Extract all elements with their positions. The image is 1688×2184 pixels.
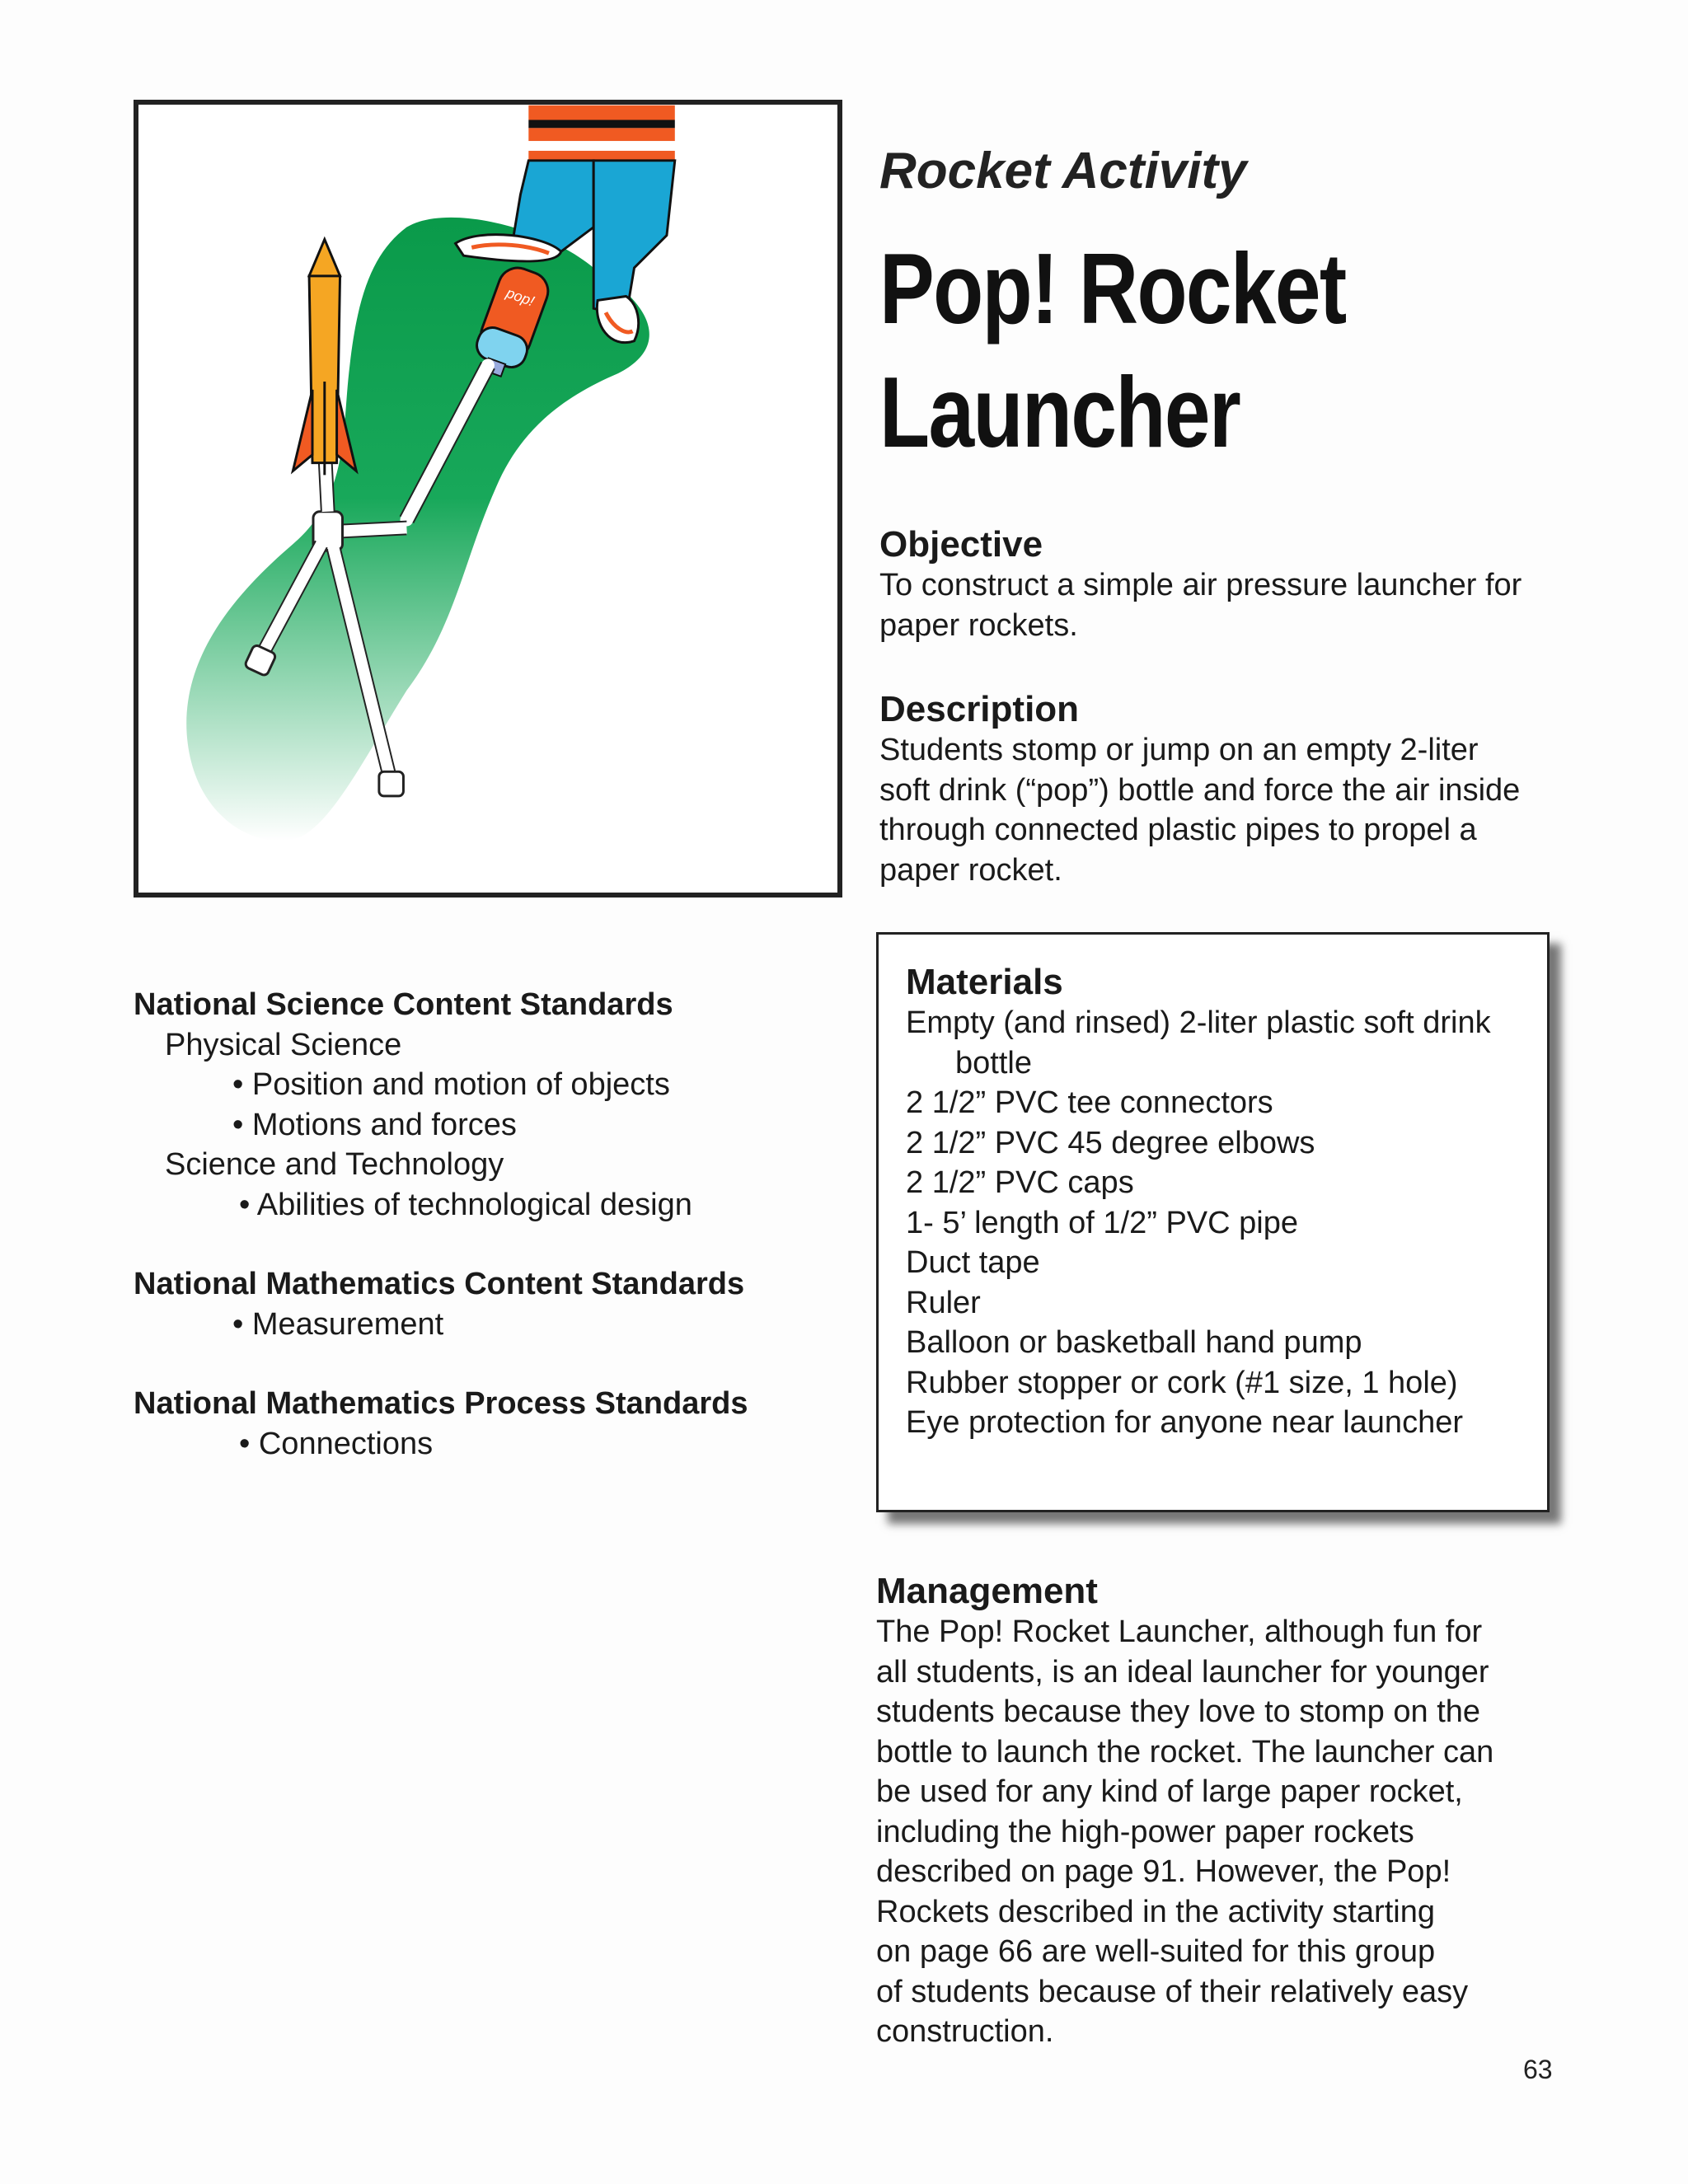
description-section — [879, 689, 1621, 890]
pop-rocket-illustration — [138, 105, 837, 893]
materials-box — [876, 932, 1550, 1512]
standard-item: • Motions and forces — [232, 1107, 517, 1142]
paper-rocket — [293, 239, 356, 475]
management-heading: Management — [876, 1571, 1098, 1611]
management-line: on page 66 are well-suited for this group — [876, 1934, 1436, 1969]
management-line: bottle to launch the rocket. The launcher can — [876, 1734, 1494, 1769]
standard-item: • Connections — [239, 1426, 434, 1461]
materials-item: Duct tape — [906, 1245, 1040, 1280]
standard-item: • Measurement — [232, 1306, 444, 1342]
grass-patch — [186, 218, 649, 841]
illustration-frame — [134, 100, 842, 898]
page-number: 63 — [1523, 2055, 1553, 2084]
standard-item: • Position and motion of objects — [232, 1067, 670, 1102]
management-line: Rockets described in the activity starting — [876, 1894, 1435, 1929]
description-heading: Description — [879, 689, 1080, 729]
jeans-right-leg — [593, 161, 675, 316]
management-line: students because they love to stomp on the — [876, 1694, 1481, 1729]
title-line-1: Pop! Rocket — [879, 232, 1346, 344]
description-line: Students stomp or jump on an empty 2-liter — [879, 733, 1479, 767]
materials-content — [906, 962, 1491, 1443]
standard-item: • Abilities of technological design — [239, 1187, 692, 1222]
management-line: including the high-power paper rockets — [876, 1814, 1414, 1849]
description-line: through connected plastic pipes to propel a — [879, 813, 1477, 847]
management-line: be used for any kind of large paper rocket, — [876, 1774, 1463, 1809]
materials-item: 1- 5’ length of 1/2” PVC pipe — [906, 1205, 1298, 1240]
math-process-heading: National Mathematics Process Standards — [134, 1386, 748, 1421]
management-line: construction. — [876, 2014, 1054, 2049]
management-line: of students because of their relatively easy — [876, 1974, 1469, 2009]
shirt-stripes — [528, 105, 674, 162]
management-line: The Pop! Rocket Launcher, although fun for — [876, 1615, 1483, 1649]
objective-text — [879, 565, 1621, 645]
pvc-cap-right — [379, 771, 404, 796]
management-text — [876, 1612, 1618, 2052]
description-line: soft drink (“pop”) bottle and force the air inside — [879, 772, 1521, 808]
objective-section — [879, 524, 1621, 645]
activity-kicker: Rocket Activity — [879, 143, 1247, 199]
materials-heading: Materials — [906, 962, 1063, 1002]
spacer — [134, 1225, 842, 1264]
bottle-label: pop! — [504, 284, 537, 310]
standards-section — [134, 985, 842, 1464]
math-content-heading: National Mathematics Content Standards — [134, 1267, 745, 1301]
materials-item: Eye protection for anyone near launcher — [906, 1405, 1463, 1440]
materials-item: bottle — [955, 1045, 1032, 1080]
description-text — [879, 730, 1621, 890]
management-line: described on page 91. However, the Pop! — [876, 1854, 1451, 1889]
spacer — [134, 1344, 842, 1384]
materials-item: Empty (and rinsed) 2-liter plastic soft drink — [906, 1005, 1491, 1040]
materials-list — [906, 1003, 1491, 1443]
materials-item: 2 1/2” PVC caps — [906, 1165, 1134, 1200]
title-line-2: Launcher — [879, 356, 1240, 468]
materials-item: 2 1/2” PVC tee connectors — [906, 1085, 1273, 1120]
objective-line: To construct a simple air pressure launcher for — [879, 568, 1522, 602]
science-standards-heading: National Science Content Standards — [134, 987, 673, 1022]
materials-item: Ruler — [906, 1285, 981, 1320]
objective-heading: Objective — [879, 524, 1043, 565]
science-technology-label: Science and Technology — [165, 1147, 504, 1182]
physical-science-label: Physical Science — [165, 1027, 402, 1062]
page-title — [879, 227, 1488, 474]
materials-item: Rubber stopper or cork (#1 size, 1 hole) — [906, 1365, 1458, 1400]
objective-line: paper rockets. — [879, 607, 1078, 643]
management-section — [876, 1571, 1618, 2052]
materials-item: Balloon or basketball hand pump — [906, 1325, 1362, 1360]
description-line: paper rocket. — [879, 852, 1062, 888]
management-line: all students, is an ideal launcher for younger — [876, 1654, 1489, 1690]
materials-item: 2 1/2” PVC 45 degree elbows — [906, 1125, 1315, 1160]
